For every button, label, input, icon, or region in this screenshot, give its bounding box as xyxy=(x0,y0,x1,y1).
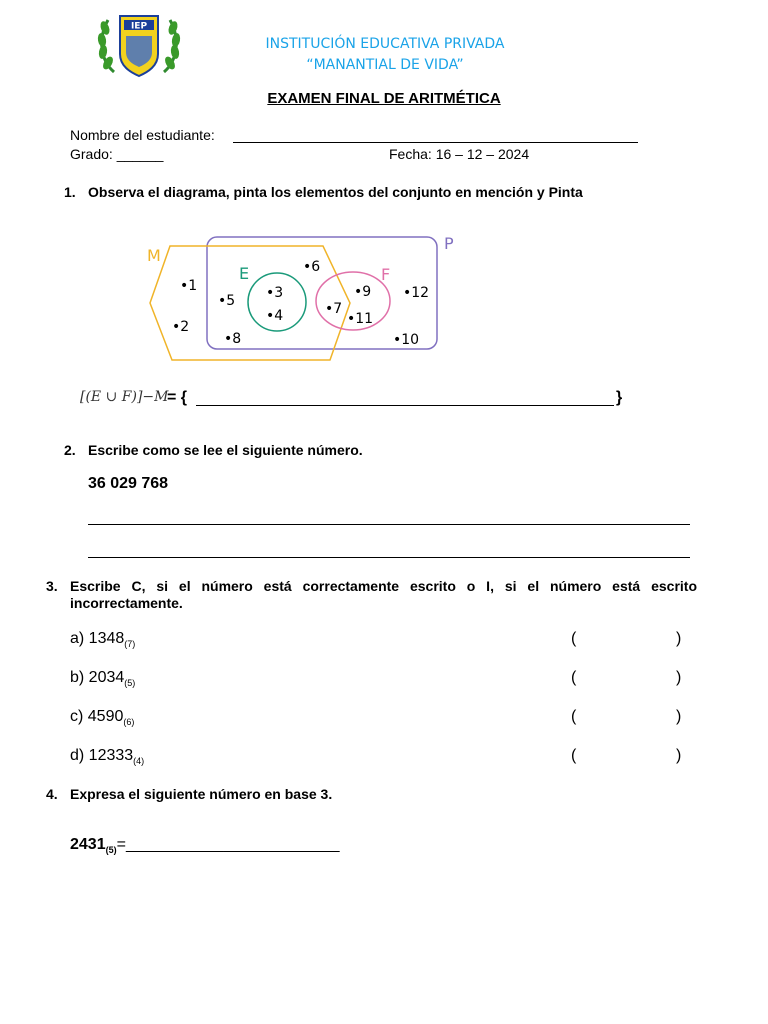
answer-open-brace: = { xyxy=(167,389,188,406)
answer-box-c[interactable] xyxy=(583,708,673,728)
answer-paren-open: ( xyxy=(571,747,577,764)
number-to-read: 36 029 768 xyxy=(88,475,169,492)
element: •6 xyxy=(303,259,321,275)
answer-paren-close: ) xyxy=(676,669,682,686)
element: •8 xyxy=(224,331,242,347)
answer-paren-open: ( xyxy=(571,630,577,647)
question-4-text: Expresa el siguiente número en base 3. xyxy=(70,786,333,802)
option-d: d) $12333_{(4)}$ xyxy=(70,747,145,767)
student-name-line[interactable] xyxy=(233,142,638,143)
element: •2 xyxy=(172,319,190,335)
q2-answer-line-2[interactable] xyxy=(88,557,690,558)
q2-answer-line-1[interactable] xyxy=(88,524,690,525)
element: •4 xyxy=(266,308,284,324)
school-logo xyxy=(96,10,182,80)
answer-paren-open: ( xyxy=(571,669,577,686)
question-4-number: 4. xyxy=(46,786,58,802)
institution-name: INSTITUCIÓN EDUCATIVA PRIVADA xyxy=(265,36,505,52)
grade-label: Grado: ______ xyxy=(70,146,164,162)
answer-paren-close: ) xyxy=(676,630,682,647)
student-name-label: Nombre del estudiante: xyxy=(70,127,215,143)
element: •9 xyxy=(354,284,372,300)
answer-box-d[interactable] xyxy=(583,747,673,767)
answer-paren-open: ( xyxy=(571,708,577,725)
answer-paren-close: ) xyxy=(676,747,682,764)
set-e-label: E xyxy=(239,264,250,283)
base-conversion: $2431_{(5)}=\_\_\_\_\_\_\_\_\_\_\_\_\_\_\_\_\_\_\_\_\_\_\_\_$ xyxy=(70,836,340,856)
element: •3 xyxy=(266,285,284,301)
answer-close-brace: } xyxy=(616,389,623,406)
option-c: c) $4590_{(6)}$ xyxy=(70,708,135,728)
question-3-text-line1: Escribe C, si el número está correctamente escrito o I, si el número está escrito xyxy=(70,578,697,594)
venn-diagram xyxy=(140,225,460,370)
element: •12 xyxy=(403,285,430,301)
answer-box-a[interactable] xyxy=(583,630,673,650)
question-1: 1. Observa el diagrama, pinta los elementos del conjunto en mención y Pinta xyxy=(64,184,583,200)
answer-box-b[interactable] xyxy=(583,669,673,689)
element: •10 xyxy=(393,332,420,348)
date-label: Fecha: 16 – 12 – 2024 xyxy=(389,146,530,162)
institution-motto: “MANANTIAL DE VIDA” xyxy=(306,57,464,73)
question-2: 2. Escribe como se lee el siguiente número. xyxy=(64,442,363,458)
exam-title: EXAMEN FINAL DE ARITMÉTICA xyxy=(267,90,501,107)
question-3-number: 3. xyxy=(46,578,58,594)
question-3-text-line2: incorrectamente. xyxy=(70,595,183,611)
svg-text:IEP: IEP xyxy=(130,21,148,32)
element: •7 xyxy=(325,301,343,317)
answer-paren-close: ) xyxy=(676,708,682,725)
q1-answer-line[interactable] xyxy=(196,405,614,406)
element: •5 xyxy=(218,293,236,309)
set-m-label: M xyxy=(147,246,161,265)
option-b: b) $2034_{(5)}$ xyxy=(70,669,136,689)
element: •11 xyxy=(347,311,374,327)
q4-answer-line[interactable]: =________________________ xyxy=(116,836,340,853)
element: •1 xyxy=(180,278,198,294)
set-p-label: P xyxy=(444,234,454,253)
option-a: a) $1348_{(7)}$ xyxy=(70,630,136,650)
set-formula: [(E ∪ F)]−M xyxy=(80,389,169,405)
set-f-label: F xyxy=(381,265,391,284)
